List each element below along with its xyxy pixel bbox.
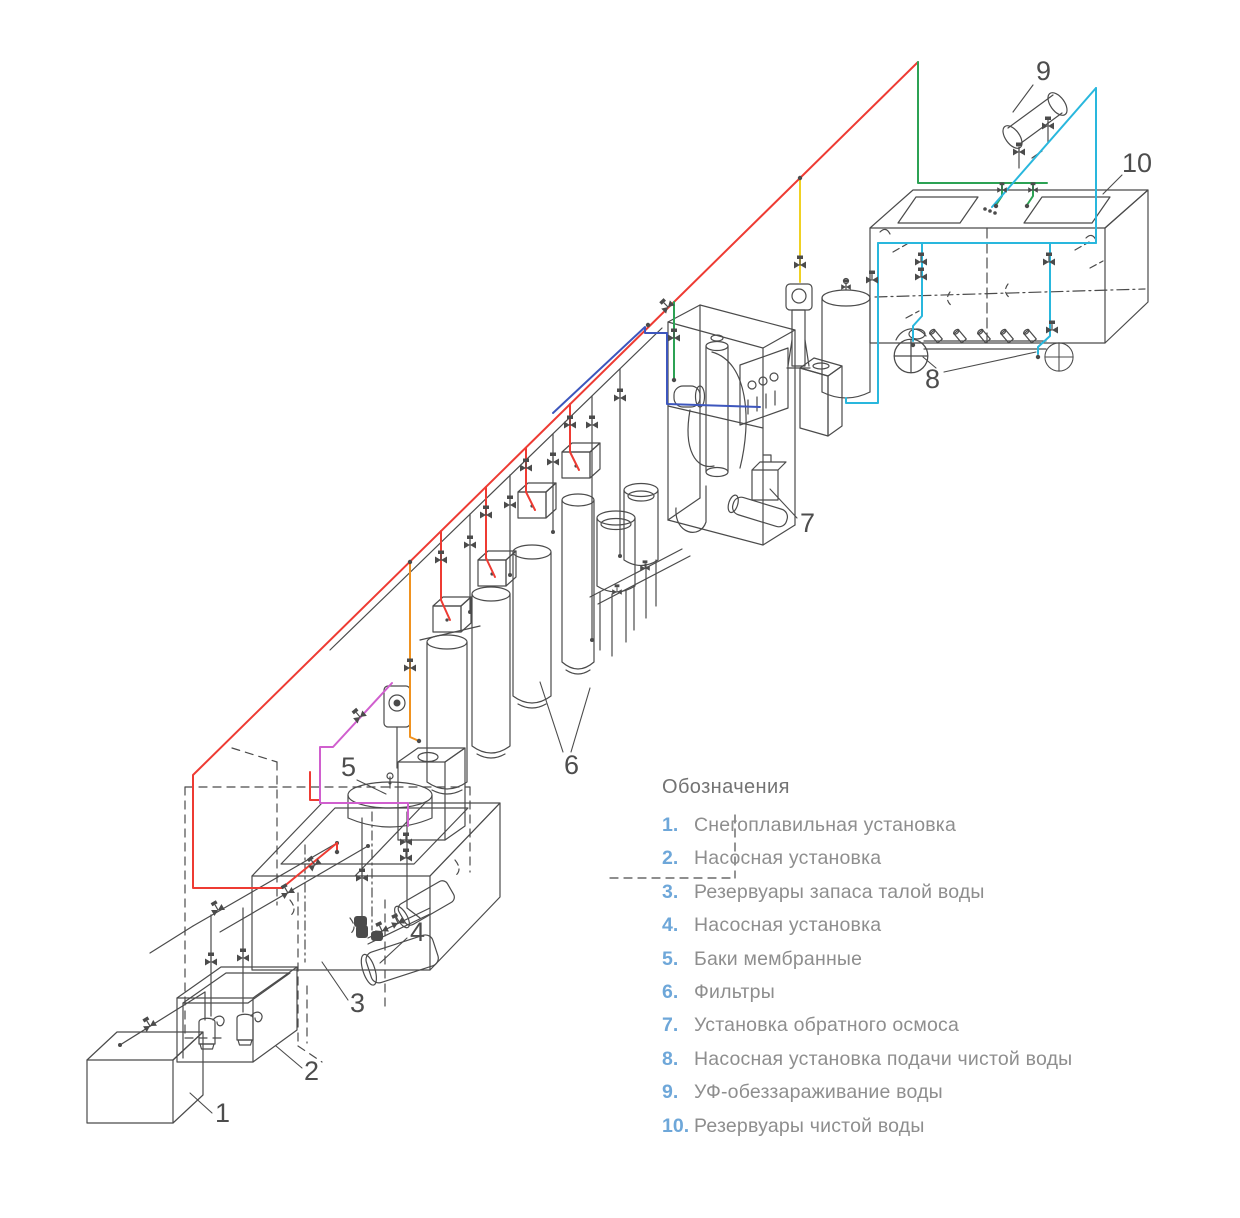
legend-item-label: Снегоплавильная установка — [694, 814, 957, 836]
legend-item-label: Установка обратного осмоса — [694, 1014, 959, 1037]
legend-item-number: 5. — [662, 947, 679, 970]
callout-3: 3 — [350, 988, 366, 1018]
legend-item — [662, 1076, 1182, 1109]
legend — [662, 776, 1182, 1143]
legend-title: Обозначения — [662, 776, 790, 798]
legend-item — [662, 842, 1182, 875]
legend-item-label: Насосная установка — [694, 914, 882, 937]
tanks-on-legs — [590, 484, 690, 657]
legend-item-number: 8. — [662, 1047, 679, 1070]
legend-item-number: 9. — [662, 1081, 679, 1104]
legend-item — [662, 876, 1182, 909]
callout-8: 8 — [925, 364, 941, 394]
legend-item-number: 6. — [662, 980, 679, 1003]
callout-1: 1 — [215, 1098, 231, 1128]
legend-item-label: Резервуары запаса талой воды — [694, 880, 985, 903]
pipe-red-melt-water — [193, 62, 918, 888]
pipe-orange — [410, 562, 419, 741]
callout-10: 10 — [1122, 148, 1153, 178]
clean-water-reservoir — [870, 190, 1148, 343]
legend-item-label: Резервуары чистой воды — [694, 1114, 925, 1137]
legend-item-label: Фильтры — [694, 980, 775, 1003]
pump-pit-unit — [150, 841, 370, 1062]
legend-item-label: УФ-обеззараживание воды — [694, 1081, 943, 1104]
legend-item — [662, 809, 1182, 842]
reverse-osmosis-unit — [668, 305, 795, 545]
pipe-junctions — [335, 176, 1040, 854]
uv-disinfection-unit — [983, 89, 1071, 214]
membrane-tank — [348, 773, 432, 827]
legend-item-label: Насосная установка подачи чистой воды — [694, 1047, 1073, 1070]
antiscalant-dosing-station — [786, 284, 812, 368]
pipe-green — [674, 62, 1047, 378]
legend-item-number: 10. — [662, 1114, 690, 1137]
legend-item-label: Баки мембранные — [694, 947, 863, 970]
clean-water-pumps — [894, 328, 1073, 372]
snow-melting-unit — [87, 992, 205, 1123]
legend-item — [662, 1043, 1182, 1076]
callout-7: 7 — [800, 508, 816, 538]
legend-item-number: 7. — [662, 1014, 679, 1037]
callout-9: 9 — [1036, 56, 1052, 86]
legend-item — [662, 943, 1182, 976]
callout-2: 2 — [304, 1056, 320, 1086]
legend-item — [662, 976, 1182, 1009]
legend-item — [662, 1009, 1182, 1042]
permeate-tank — [822, 279, 870, 399]
legend-item — [662, 1110, 1182, 1143]
callout-6: 6 — [564, 750, 580, 780]
legend-item-number: 3. — [662, 880, 679, 903]
legend-item — [662, 909, 1182, 942]
pipe-dark-blue-ro-feed — [553, 327, 760, 413]
callout-5: 5 — [341, 752, 357, 782]
legend-item-label: Насосная установка — [694, 847, 882, 870]
legend-item-number: 1. — [662, 814, 679, 836]
legend-item-number: 4. — [662, 914, 679, 937]
callout-4: 4 — [410, 917, 426, 947]
legend-item-number: 2. — [662, 847, 679, 870]
